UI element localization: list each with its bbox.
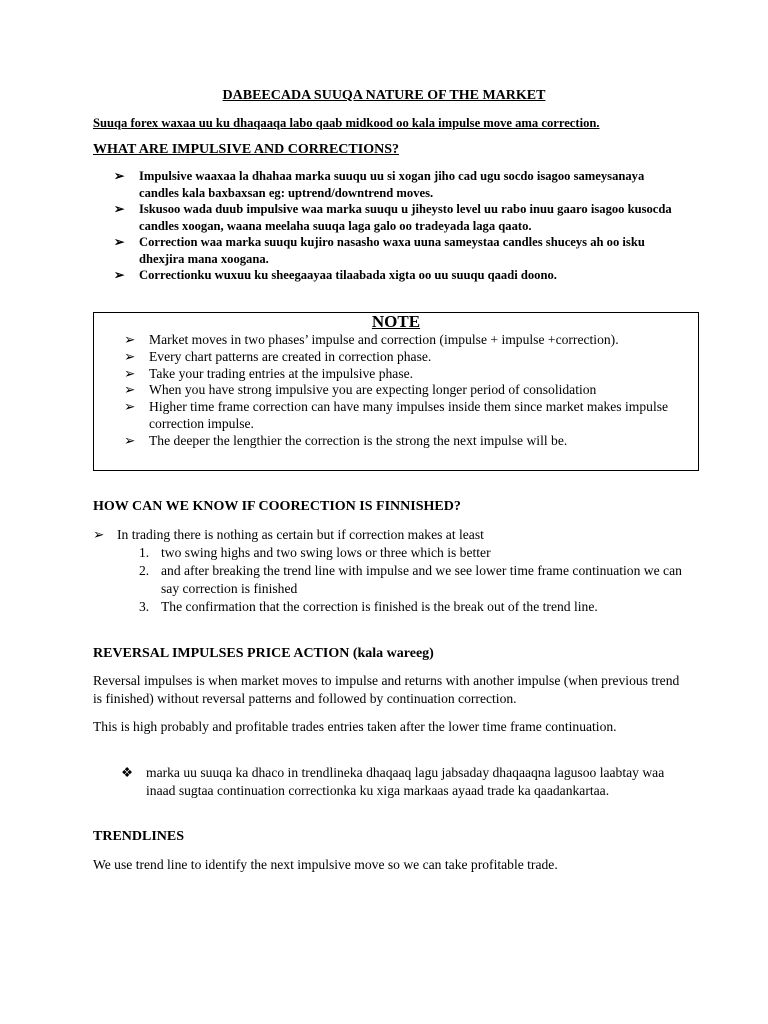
arrowhead-bullet-icon: ➢ <box>124 432 136 448</box>
impulsive-list <box>114 168 674 284</box>
correction-steps-list <box>139 544 699 616</box>
trendlines-paragraph: We use trend line to identify the next impulsive move so we can take profitable trade. <box>93 857 558 872</box>
list-item: ➢ Correctionku wuxuu ku sheegaayaa tilaabada xigta oo uu suuqu qaadi doono. <box>114 268 557 282</box>
arrowhead-bullet-icon: ➢ <box>114 202 125 216</box>
reversal-paragraph-2: This is high probably and profitable trades entries taken after the lower time frame continuation. <box>93 719 617 734</box>
list-item: ➢ Correction waa marka suuqu kujiro nasasho waxa uuna sameystaa candles shuceys ah oo isku dhexjira mana xoogana. <box>114 235 645 266</box>
list-item: ➢ Market moves in two phases’ impulse and correction (impulse + impulse +correction). <box>124 332 619 347</box>
list-item: 2. and after breaking the trend line with impulse and we see lower time frame continuation we can say correction is finished <box>139 563 682 596</box>
note-list <box>124 332 694 450</box>
arrowhead-bullet-icon: ➢ <box>124 382 136 398</box>
section-heading-trendlines: TRENDLINES <box>93 829 185 844</box>
list-item: ➢ Impulsive waaxaa la dhahaa marka suuqu uu si xogan jiho cad ugu socdo isagoo sameysanaya candles kala baxbaxsan eg: uptrend/downtrend moves. <box>114 169 645 200</box>
arrowhead-bullet-icon: ➢ <box>124 399 136 415</box>
arrowhead-bullet-icon: ➢ <box>124 348 136 364</box>
section-heading-impulsive: WHAT ARE IMPULSIVE AND CORRECTIONS? <box>93 142 399 157</box>
page-title: DABEECADA SUUQA NATURE OF THE MARKET <box>222 88 546 103</box>
list-item: 3. The confirmation that the correction is finished is the break out of the trend line. <box>139 599 598 614</box>
list-item: ➢ Take your trading entries at the impulsive phase. <box>124 365 414 381</box>
reversal-paragraph-1: Reversal impulses is when market moves to impulse and returns with another impulse (when previous trend is finished) without reversal patterns and followed by continuation correction. <box>93 673 680 706</box>
section-heading-reversal: REVERSAL IMPULSES PRICE ACTION (kala wareeg) <box>93 646 434 661</box>
section-heading-correction-finished: HOW CAN WE KNOW IF COORECTION IS FINNISHED? <box>93 499 461 514</box>
list-item: ➢ Every chart patterns are created in correction phase. <box>124 348 432 364</box>
arrowhead-bullet-icon: ➢ <box>93 527 105 542</box>
document-page: DABEECADA SUUQA NATURE OF THE MARKET Suuqa forex waxaa uu ku dhaqaaqa labo qaab midkood oo kala impulse move ama correction. WHAT ARE IMPULSIVE AND CORRECTIONS? ➢ Impulsive waaxaa la dhahaa marka suuqu uu si xogan jiho cad ugu socdo isagoo sameysanaya candles kala baxbaxsan eg: uptrend/downtrend moves. ➢ Iskusoo wada duub impulsive waa marka suuqu u jiheysto level uu rabo inuu gaaro isagoo kusocda candles xoogan, waana meelaha suuqa laga galo oo tradeyada laga qaato. ➢ Correction waa marka suuqu kujiro nasasho waxa uuna sameystaa candles shuceys ah oo isku dhexjira mana xoogana. ➢ Correctionku wuxuu ku sheegaayaa tilaabada xigta oo uu suuqu qaadi doono. NOTE ➢ Market moves in two phases’ impulse and correction (impulse + impulse +correction). ➢ Every chart patterns are created in correction phase. ➢ Take your trading entries at the impulsive phase. ➢ When you have strong impulsive you are expecting longer period of consolidation ➢ Higher time frame correction can have many impulses inside them since market makes impulse correction impulse. ➢ The deeper the lengthier the correction is the strong the next impulse will be. HOW CAN WE KNOW IF COORECTION IS FINNISHED? ➢ In trading there is nothing as certain but if correction makes at least 1. two swing highs and two swing lows or three which is better 2. and after breaking the trend line with impulse and we see lower time frame continuation we can say correction is finished 3. The confirmation that the correction is finished is the break out of the trend line. REVERSAL IMPULSES PRICE ACTION (kala wareeg) Reversal impulses is when market moves to impulse and returns with another impulse (when previous trend is finished) without reversal patterns and followed by continuation correction. This is high probably and profitable trades entries taken after the lower time frame continuation. ❖ marka uu suuqa ka dhaco in trendlineka dhaqaaq lagu jabsaday dhaqaaqna lagusoo laabtay waa inaad sugtaa continuation correctionka ku xiga markaas ayaad trade ka qaadankartaa. TRENDLINES We use trend line to identify the next impulsive move so we can take profitable trade. <box>0 0 768 1024</box>
arrowhead-bullet-icon: ➢ <box>124 365 136 381</box>
list-item: ➢ The deeper the lengthier the correction is the strong the next impulse will be. <box>124 432 568 448</box>
list-item: ➢ Higher time frame correction can have many impulses inside them since market makes impulse correction impulse. <box>124 399 669 431</box>
note-heading: NOTE <box>371 312 421 331</box>
arrowhead-bullet-icon: ➢ <box>114 268 125 282</box>
list-item: ➢ When you have strong impulsive you are expecting longer period of consolidation <box>124 382 597 398</box>
list-item: ➢ Iskusoo wada duub impulsive waa marka suuqu u jiheysto level uu rabo inuu gaaro isagoo kusocda candles xoogan, waana meelaha suuqa laga galo oo tradeyada laga qaato. <box>114 202 672 233</box>
page-subtitle: Suuqa forex waxaa uu ku dhaqaaqa labo qaab midkood oo kala impulse move ama correction. <box>93 116 600 130</box>
list-item: 1. two swing highs and two swing lows or three which is better <box>139 545 491 560</box>
arrowhead-bullet-icon: ➢ <box>114 169 125 183</box>
arrowhead-bullet-icon: ➢ <box>124 332 136 347</box>
arrowhead-bullet-icon: ➢ <box>114 235 125 249</box>
list-item: ❖ marka uu suuqa ka dhaco in trendlineka dhaqaaq lagu jabsaday dhaqaaqna lagusoo laabtay waa inaad sugtaa continuation correctionka ku xiga markaas ayaad trade ka qaadankartaa. <box>121 765 665 798</box>
diamond-bullet-icon: ❖ <box>121 765 134 780</box>
reversal-list <box>121 764 681 800</box>
